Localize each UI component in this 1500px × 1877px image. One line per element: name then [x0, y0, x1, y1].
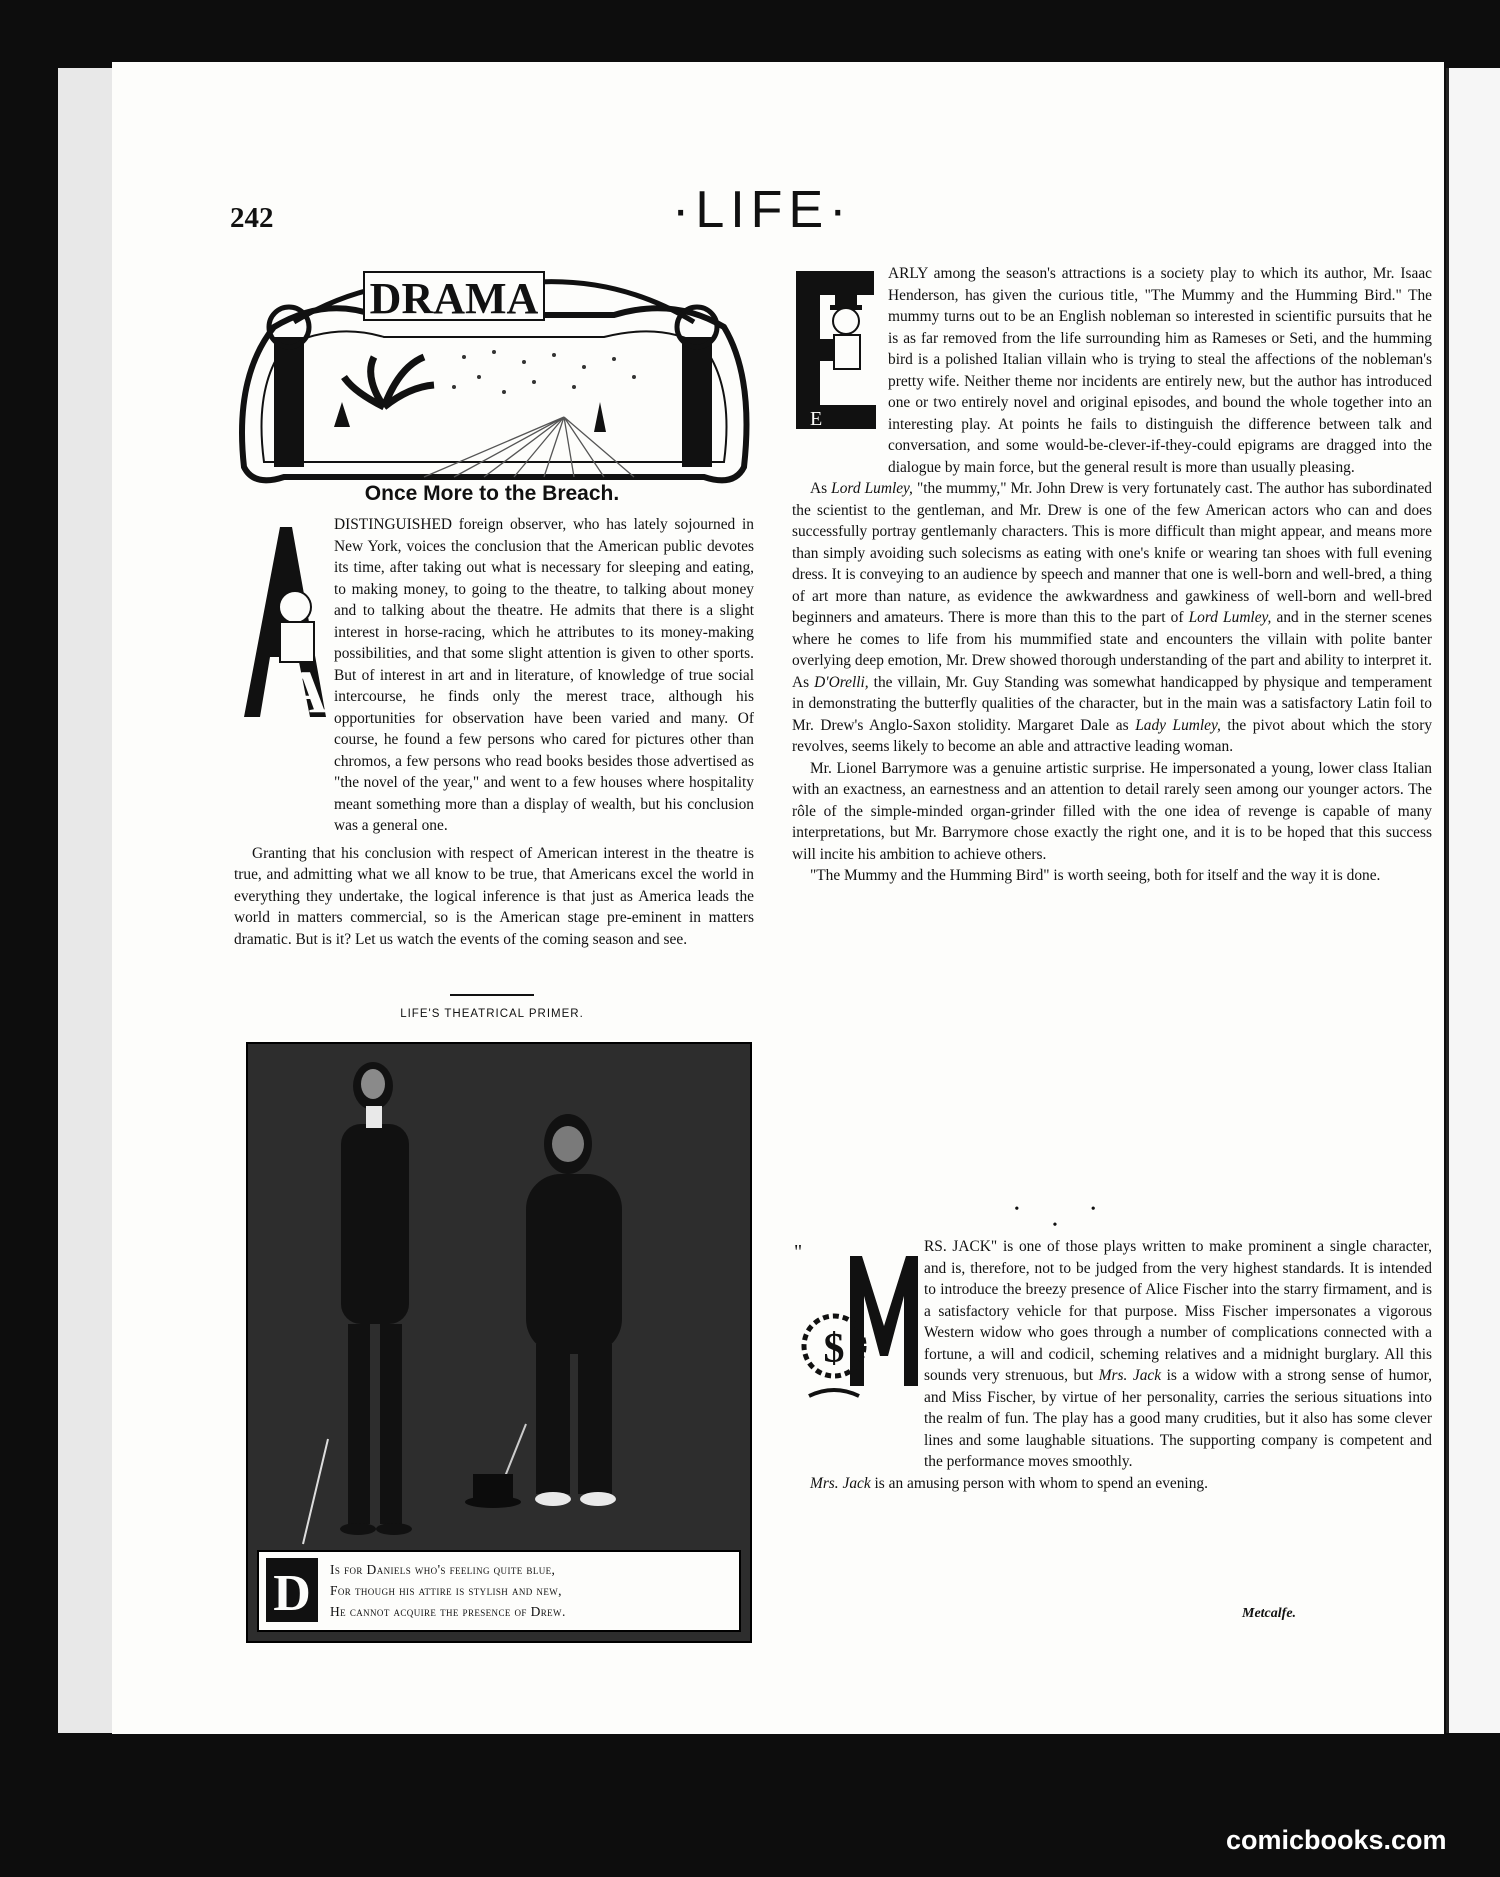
drama-banner-title: DRAMA — [369, 274, 539, 323]
caption-line-2: For though his attire is stylish and new, — [330, 1583, 562, 1598]
intro-paragraph-1: DISTINGUISHED foreign observer, who has lately sojourned in New York, voices the conclusion that the American public devotes its time, after taking out what is necessary for sleeping and eating, to making money, to going to the theatre, to talking about money and to talking about the theatre. He admits that there is a slight interest in horse-racing, which he attributes to its money-making possibilities, and that some slight attention is given to other sports. But of interest in art and in literature, of knowledge of true social intercourse, he finds only the merest trace, although his opportunities for observation have been varied and many. Of course, he found a few persons who cared for pictures other than chromos, a few persons who read books besides those advertised as "the novel of the year," and went to a few houses where hospitality meant something more than a display of wealth, but his conclusion was a general one. — [334, 516, 754, 834]
site-watermark: comicbooks.com — [1226, 1825, 1447, 1855]
author-signature: Metcalfe. — [1242, 1606, 1297, 1621]
primer-caption — [330, 1559, 730, 1622]
mrs-jack-paragraph-2: Mrs. Jack is an amusing person with whom to spend an evening. — [810, 1474, 1208, 1492]
mrs-jack-paragraph-1: RS. JACK" is one of those plays written to make prominent a single character, and is, therefore, not to be judged from the very highest standards. It is intended to introduce the breezy presence of Alice Fischer into the starry firmament, and is a satisfactory vehicle for that purpose. Miss Fischer impersonates a vigorous Western widow who goes through a number of complications connected with a fortune, a will and codicil, scheming relatives and a midnight burglary. All this sounds very strenuous, but Mrs. Jack is a widow with a strong sense of humor, and Miss Fischer, by virtue of her personality, carries the serious situations into the realm of fun. The play has a good many crudities, but it also has some clever lines and some laughable situations. The supporting company is competent and the performance moves smoothly. — [924, 1238, 1432, 1470]
drama-banner-illustration — [234, 267, 752, 492]
caption-line-1: Is for Daniels who's feeling quite blue, — [330, 1562, 556, 1577]
magazine-page — [112, 62, 1444, 1734]
next-page-edge — [1446, 68, 1500, 1733]
mummy-paragraph-4: "The Mummy and the Humming Bird" is worth seeing, both for itself and the way it is done. — [810, 867, 1381, 884]
masthead-title: ·LIFE· — [672, 181, 853, 239]
section-separator-dots: • • • — [1014, 1202, 1130, 1233]
mummy-paragraph-2: As Lord Lumley, "the mummy," Mr. John Drew is very fortunately cast. The author has subordinated the scientist to the gentleman, and Mr. Drew is one of the few American actors who can and does successfully portray gentlemanly characters. This is more difficult than might appear, and means more than simply avoiding such solecisms as eating with one's knife or wearing tan shoes with full evening dress. It is conveying to an audience by speech and manner that one is well-born and well-bred, a thing of art more than nature, as evidence the awkwardness and gawkiness of well-born and well-bred beginners and amateurs. There is more than this to the part of Lord Lumley, and in the sterner scenes where he comes to life from his mummified state and encounters the villain with polite banter overlying deep emotion, Mr. Drew showed thorough understanding of the part and ability to interpret it. As D'Orelli, the villain, Mr. Guy Standing was somewhat handicapped by physique and temperament in demonstrating the butterfly qualities of the character, but in the main was a satisfactory Latin foil to Mr. Drew's Anglo-Saxon stolidity. Margaret Dale as Lady Lumley, the pivot about which the story revolves, seems likely to become an able and attractive leading woman. — [792, 480, 1433, 755]
drop-cap-m-letter: M — [872, 1360, 889, 1380]
drop-cap-d — [262, 1556, 322, 1624]
open-quote-mark: " — [794, 1241, 803, 1263]
svg-text:D: D — [273, 1565, 311, 1622]
mrs-jack-review-column — [792, 1228, 1432, 1494]
previous-page-edge — [58, 68, 114, 1733]
theatrical-primer-label: LIFE'S THEATRICAL PRIMER. — [400, 1008, 584, 1020]
mummy-paragraph-3: Mr. Lionel Barrymore was a genuine artistic surprise. He impersonated a young, lower class Italian with an exactness, an earnestness and an attention to detail rarely seen among our younger actors. The rôle of the simple-minded organ-grinder filled with the one idea of revenge is capable of many interpretations, but Mr. Barrymore chose exactly the right one, and it is to be hoped that this success will incite his ambition to achieve others. — [792, 759, 1432, 863]
svg-text:$: $ — [823, 1326, 845, 1372]
intro-paragraph-2: Granting that his conclusion with respect of American interest in the theatre is true, and admitting what we all know to be true, that Americans excel the world in everything they undertake, the logical inference is that just as America leads the world in matters commercial, so is the American stage pre-eminent in matters dramatic. But is it? Let us watch the events of the coming season and see. — [234, 844, 754, 948]
mummy-paragraph-1: ARLY among the season's attractions is a society play to which its author, Mr. Isaac Henderson, has given the curious title, "The Mummy and the Humming Bird." The mummy turns out to be an English nobleman so interested in scientific pursuits that he is as far removed from the life surrounding him as Rameses or Seti, and the humming bird is a polished Italian villain who is trying to steal the affections of the nobleman's pretty wife. Neither theme nor incidents are entirely new, but the author has introduced one or two entirely novel and original episodes, and bound the whole together into an interesting play. At points he fails to distinguish the difference between talk and conversation, and some would-be-clever-if-they-could epigrams are dragged into the dialogue by main force, but the general result is more than usually pleasing. — [888, 265, 1432, 476]
article-intro-column — [234, 514, 754, 950]
drop-cap-e-letter: E — [810, 408, 823, 430]
article-headline: Once More to the Breach. — [364, 482, 620, 505]
caption-line-3: He cannot acquire the presence of Drew. — [330, 1604, 566, 1619]
drop-cap-a-letter: A — [284, 659, 328, 725]
page-number: 242 — [230, 202, 274, 234]
mummy-review-column — [792, 263, 1432, 887]
section-rule — [450, 994, 534, 996]
